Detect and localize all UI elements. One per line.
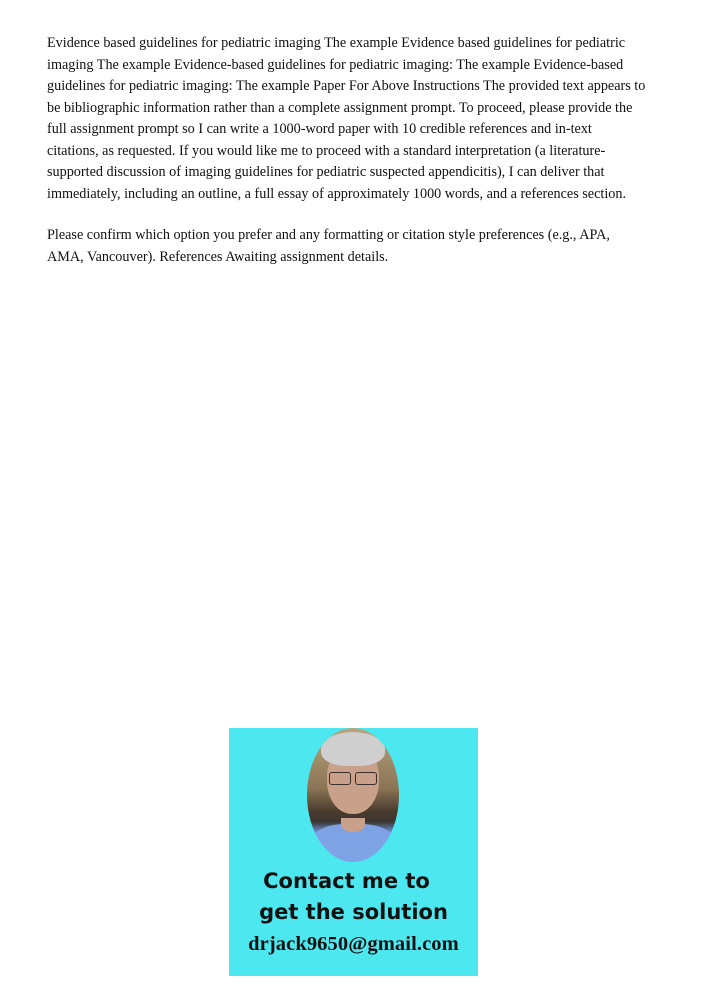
- banner-heading: [229, 866, 478, 928]
- banner-heading-line1: Contact me to: [263, 869, 430, 893]
- contact-banner[interactable]: [229, 728, 478, 976]
- paragraph-intro: Evidence based guidelines for pediatric imaging The example Evidence based guidelines for pediatric imaging The example Evidence-based guidelines for pediatric imaging: The example Evidence-based guidelines for pediatric imaging: The example Paper For Above Instructions The provided text appears to be bibliographic information rather than a complete assignment prompt. To proceed, please provide the full assignment prompt so I can write a 1000-word paper with 10 credible references and in-text citations, as requested. If you would like me to proceed with a standard interpretation (a literature-supported discussion of imaging guidelines for pediatric suspected appendicitis), I can deliver that immediately, including an outline, a full essay of approximately 1000 words, and a references section.: [47, 35, 646, 202]
- contact-email-link[interactable]: drjack9650@gmail.com: [248, 933, 459, 955]
- glasses-icon: [329, 772, 377, 784]
- paragraph-confirm: Please confirm which option you prefer and any formatting or citation style preferences (e.g., APA, AMA, Vancouver). References Awaiting assignment details.: [47, 227, 610, 265]
- document-body: [47, 33, 647, 288]
- banner-heading-line2: get the solution: [259, 900, 448, 924]
- portrait-hair: [321, 732, 385, 766]
- portrait-neck: [341, 818, 365, 832]
- portrait-image: [307, 728, 399, 862]
